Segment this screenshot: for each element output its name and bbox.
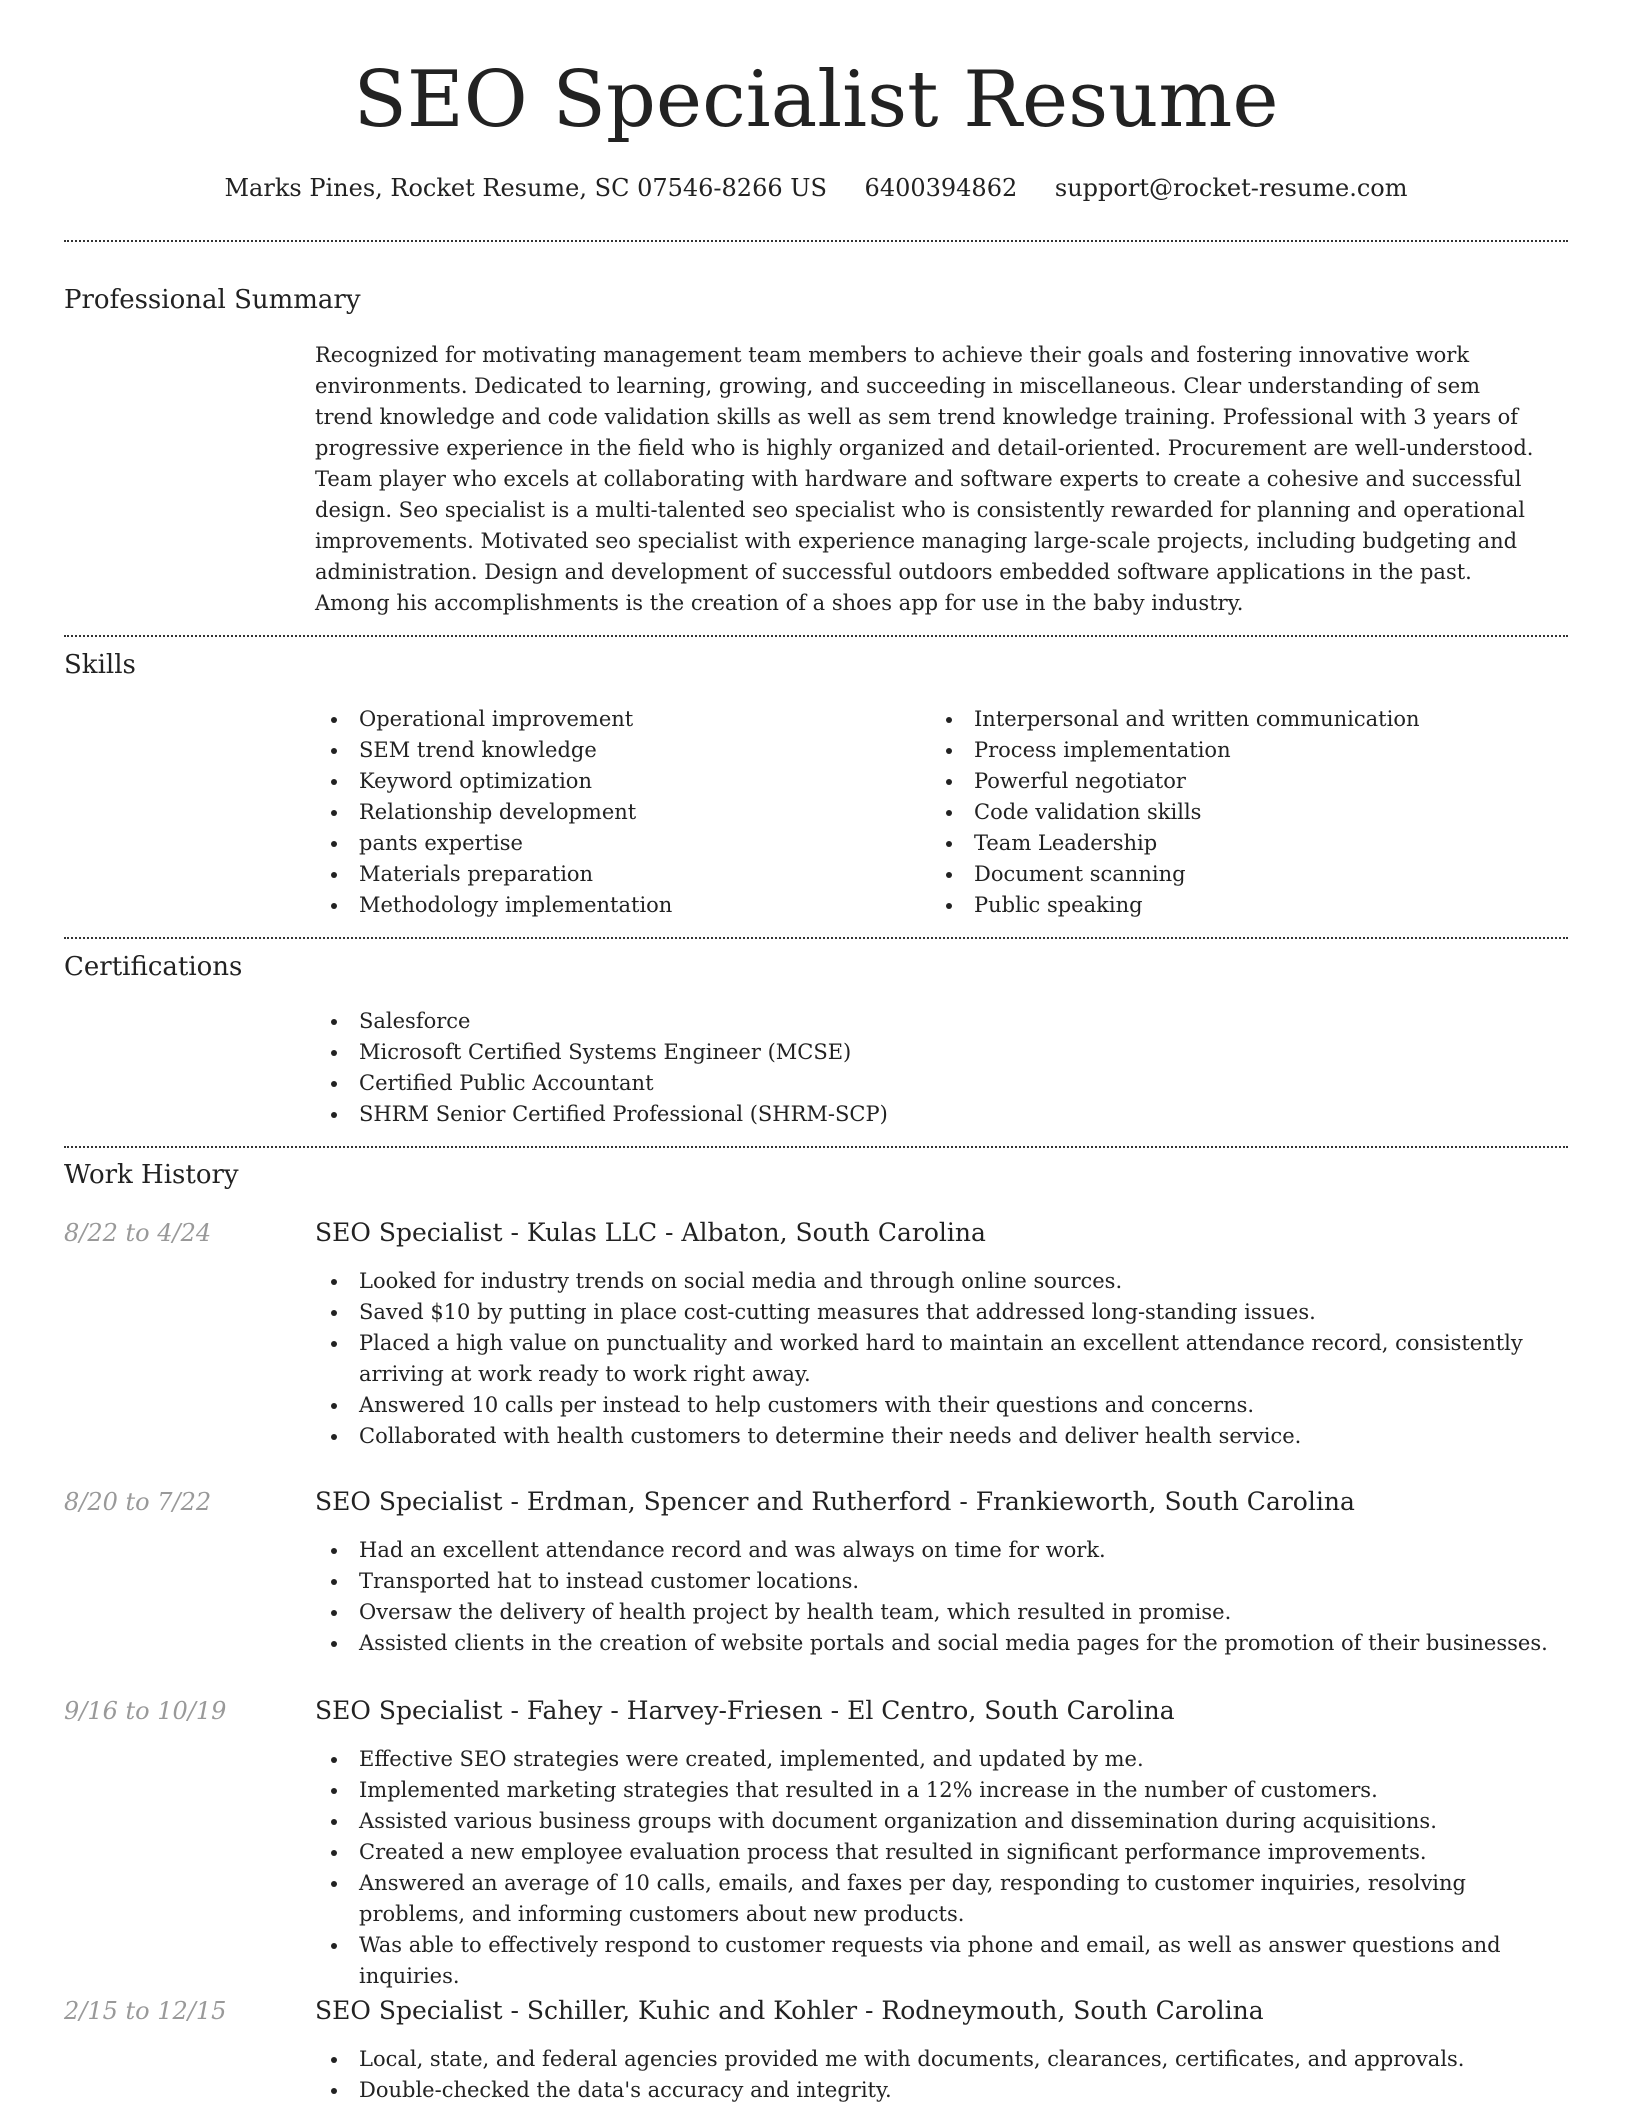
job-title: SEO Specialist - Erdman, Spencer and Rutherford - Frankieworth, South Carolina [315,1487,1355,1516]
job-bullets [315,1266,1565,1452]
certification-item: SHRM Senior Certified Professional (SHRM-SCP) [315,1099,1515,1130]
contact-address: Marks Pines, Rocket Resume, SC 07546-8266 US [224,174,827,202]
job-title: SEO Specialist - Kulas LLC - Albaton, South Carolina [315,1218,986,1247]
page-title: SEO Specialist Resume [353,55,1279,145]
job-bullet: Local, state, and federal agencies provided me with documents, clearances, certificates, and approvals. [315,2044,1565,2075]
job-bullet: Oversaw the delivery of health project by health team, which resulted in promise. [315,1597,1565,1628]
skill-item: Powerful negotiator [930,766,1550,797]
skill-item: pants expertise [315,828,915,859]
job-bullet: Assisted clients in the creation of website portals and social media pages for the promotion of their businesses. [315,1628,1565,1659]
certifications-list [315,1006,1515,1130]
job-bullet: Effective SEO strategies were created, implemented, and updated by me. [315,1744,1565,1775]
summary-text: Recognized for motivating management team members to achieve their goals and fostering innovative work environments. Dedicated to learning, growing, and succeeding in miscellaneous. Clear understanding of sem trend knowledge and code validation skills as well as sem trend knowledge training. Professional with 3 years of progressive experience in the field who is highly organized and detail-oriented. Procurement are well-understood. Team player who excels at collaborating with hardware and software experts to create a cohesive and successful design. Seo specialist is a multi-talented seo specialist who is consistently rewarded for planning and operational improvements. Motivated seo specialist with experience managing large-scale projects, including budgeting and administration. Design and development of successful outdoors embedded software applications in the past. Among his accomplishments is the creation of a shoes app for use in the baby industry. [315,343,1534,615]
skill-item: SEM trend knowledge [315,735,915,766]
skill-item: Code validation skills [930,797,1550,828]
divider [64,635,1568,637]
job-bullet: Transported hat to instead customer locations. [315,1566,1565,1597]
certification-item: Salesforce [315,1006,1515,1037]
skills-list-left [315,704,915,921]
section-heading-work-history: Work History [64,1160,239,1190]
job-bullet: Had an excellent attendance record and was always on time for work. [315,1535,1565,1566]
skill-item: Process implementation [930,735,1550,766]
section-heading-summary: Professional Summary [64,285,361,315]
section-heading-certifications: Certifications [64,952,243,982]
divider [64,240,1568,242]
job-bullet: Assisted various business groups with document organization and dissemination during acquisitions. [315,1806,1565,1837]
divider [64,937,1568,939]
skill-item: Keyword optimization [315,766,915,797]
job-bullet: Answered 10 calls per instead to help customers with their questions and concerns. [315,1390,1565,1421]
job-bullet: Answered an average of 10 calls, emails, and faxes per day, responding to customer inquiries, resolving problems, and informing customers about new products. [315,1868,1565,1930]
certification-item: Certified Public Accountant [315,1068,1515,1099]
skill-item: Team Leadership [930,828,1550,859]
job-bullet: Placed a high value on punctuality and worked hard to maintain an excellent attendance record, consistently arriving at work ready to work right away. [315,1328,1565,1390]
skill-item: Relationship development [315,797,915,828]
contact-email: support@rocket-resume.com [1054,174,1408,202]
contact-line [0,170,1632,206]
skill-item: Public speaking [930,890,1550,921]
divider [64,1146,1568,1148]
job-bullet: Double-checked the data's accuracy and integrity. [315,2075,1565,2106]
job-bullets [315,2044,1565,2106]
job-dates: 8/22 to 4/24 [64,1219,212,1247]
skill-item: Materials preparation [315,859,915,890]
job-title: SEO Specialist - Schiller, Kuhic and Kohler - Rodneymouth, South Carolina [315,1996,1264,2025]
job-dates: 9/16 to 10/19 [64,1697,227,1725]
skills-list-right [930,704,1550,921]
section-heading-skills: Skills [64,650,136,680]
job-bullet: Created a new employee evaluation process that resulted in significant performance improvements. [315,1837,1565,1868]
skill-item: Operational improvement [315,704,915,735]
skill-item: Document scanning [930,859,1550,890]
contact-phone: 6400394862 [864,174,1018,202]
job-bullets [315,1535,1565,1659]
job-bullet: Implemented marketing strategies that resulted in a 12% increase in the number of customers. [315,1775,1565,1806]
job-bullet: Saved $10 by putting in place cost-cutting measures that addressed long-standing issues. [315,1297,1565,1328]
job-bullets [315,1744,1565,1992]
job-title: SEO Specialist - Fahey - Harvey-Friesen - El Centro, South Carolina [315,1696,1175,1725]
job-bullet: Was able to effectively respond to customer requests via phone and email, as well as answer questions and inquiries. [315,1930,1565,1992]
job-dates: 8/20 to 7/22 [64,1488,212,1516]
skill-item: Interpersonal and written communication [930,704,1550,735]
job-bullet: Looked for industry trends on social media and through online sources. [315,1266,1565,1297]
job-dates: 2/15 to 12/15 [64,1997,227,2025]
job-bullet: Collaborated with health customers to determine their needs and deliver health service. [315,1421,1565,1452]
certification-item: Microsoft Certified Systems Engineer (MCSE) [315,1037,1515,1068]
skill-item: Methodology implementation [315,890,915,921]
